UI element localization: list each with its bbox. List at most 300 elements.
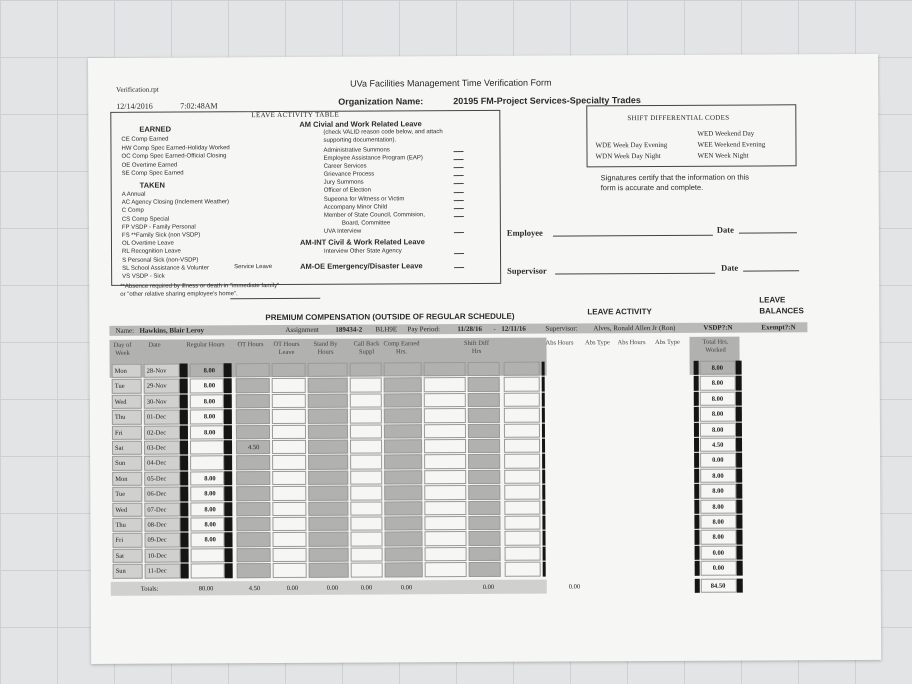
pay-period-separator: - xyxy=(493,324,496,333)
timesheet-cell[interactable] xyxy=(272,501,306,516)
timesheet-cell[interactable] xyxy=(273,548,307,563)
timesheet-cell[interactable] xyxy=(308,378,348,393)
am-reason: UVA Interview xyxy=(323,228,362,235)
timesheet-cell[interactable] xyxy=(468,500,500,515)
am-reason-checkline[interactable] xyxy=(454,232,464,233)
print-date: 12/14/2016 xyxy=(116,101,153,111)
taken-item: FP VSDP - Family Personal xyxy=(121,224,196,231)
am-heading: AM Civial and Work Related Leave xyxy=(299,119,422,129)
row-marker xyxy=(694,422,699,436)
row-marker xyxy=(694,407,699,421)
timesheet-column-header: Shift Diff Hrs xyxy=(463,339,490,355)
timesheet-cell[interactable] xyxy=(308,409,348,424)
day-of-week: Thu xyxy=(114,413,126,422)
total-hours-worked: 8.00 xyxy=(711,364,724,372)
day-of-week: Sat xyxy=(115,552,124,560)
row-marker xyxy=(180,440,188,454)
timesheet-cell[interactable] xyxy=(308,424,348,439)
row-marker xyxy=(224,409,232,423)
assignment-label: Assignment xyxy=(285,325,319,334)
timesheet-cell[interactable] xyxy=(424,516,466,531)
am-reason: Member of State Council, Commision, xyxy=(323,211,425,219)
timesheet-cell[interactable] xyxy=(469,547,501,562)
leave-balances-label xyxy=(759,294,804,316)
row-marker xyxy=(736,484,742,498)
total-call-back: 0.00 xyxy=(360,584,373,592)
shift-code: WED Weekend Day xyxy=(697,129,755,138)
row-marker xyxy=(694,392,699,406)
row-marker xyxy=(694,499,699,513)
row-marker xyxy=(736,376,742,390)
family-footnote xyxy=(120,282,279,299)
row-marker xyxy=(542,423,545,437)
timesheet-cell[interactable] xyxy=(468,470,500,485)
footnote-line: **Absence required by illness or death in "immediate family" xyxy=(120,283,280,290)
total-comp-earned: 0.00 xyxy=(400,583,413,591)
day-of-week: Tue xyxy=(114,383,125,391)
supervisor-date-line[interactable] xyxy=(743,270,799,271)
leave-balances-line: LEAVE xyxy=(759,295,786,305)
timesheet-cell[interactable] xyxy=(272,532,306,547)
am-reason: Grievance Process xyxy=(323,171,375,179)
day-of-week: Mon xyxy=(115,475,128,483)
row-marker xyxy=(542,377,545,391)
employee-info-bar xyxy=(109,322,807,336)
row-marker xyxy=(694,530,699,544)
taken-item: OL Overtime Leave xyxy=(121,240,174,248)
row-marker xyxy=(180,517,188,531)
timesheet-cell[interactable] xyxy=(236,532,270,547)
timesheet-cell[interactable] xyxy=(350,409,382,424)
pay-period-start: 11/28/16 xyxy=(457,324,482,334)
timesheet-cell[interactable] xyxy=(468,531,500,546)
row-marker xyxy=(737,561,743,575)
report-filename: Verification.rpt xyxy=(116,85,159,94)
amint-heading: AM-INT Civil & Work Related Leave xyxy=(299,237,425,247)
row-marker xyxy=(224,363,232,377)
am-reason-checkline[interactable] xyxy=(454,192,464,193)
timesheet-cell[interactable] xyxy=(384,424,422,439)
timesheet-cell[interactable] xyxy=(236,471,270,486)
timesheet-cell[interactable] xyxy=(384,501,422,516)
row-marker xyxy=(695,546,700,560)
regular-hours: 8.00 xyxy=(204,536,216,544)
total-hours-worked: 8.00 xyxy=(711,426,724,434)
row-marker xyxy=(694,453,699,467)
timesheet-cell[interactable] xyxy=(272,363,306,378)
work-date: 10-Dec xyxy=(147,552,167,560)
am-reason-checkline[interactable] xyxy=(454,216,464,217)
timesheet-cell[interactable] xyxy=(236,378,270,393)
timesheet-cell[interactable] xyxy=(272,440,306,455)
timesheet-cell[interactable] xyxy=(384,470,422,485)
total-hours-worked-sum: 84.50 xyxy=(710,582,726,590)
timesheet-column-header: Comp Earned Hrs. xyxy=(383,340,420,355)
footnote-underline xyxy=(230,298,320,299)
row-marker xyxy=(542,454,545,468)
employee-name: Hawkins, Blair Leroy xyxy=(139,326,204,335)
earned-item: OC Comp Spec Earned-Official Closing xyxy=(121,153,227,160)
timesheet-cell[interactable] xyxy=(308,363,348,378)
shift-code: WEN Week Night xyxy=(697,151,749,160)
service-leave-label: Service Leave xyxy=(234,264,273,271)
row-marker xyxy=(694,438,699,452)
timesheet-cell[interactable] xyxy=(384,532,422,547)
certify-statement xyxy=(601,173,750,194)
timesheet-cell[interactable] xyxy=(308,455,348,470)
timesheet-cell[interactable] xyxy=(385,562,423,577)
am-reason: Career Services xyxy=(323,163,367,170)
total-shift-diff: 0.00 xyxy=(482,583,495,591)
timesheet-cell[interactable] xyxy=(350,378,382,393)
am-reason-checkline[interactable] xyxy=(453,151,463,152)
timesheet-cell[interactable] xyxy=(384,439,422,454)
timesheet-cell[interactable] xyxy=(384,485,422,500)
pay-period-end: 12/11/16 xyxy=(501,324,526,333)
am-note-line: supporting documentation). xyxy=(323,136,397,144)
row-marker xyxy=(542,439,545,453)
timesheet-cell[interactable] xyxy=(504,485,540,500)
timesheet-cell[interactable] xyxy=(309,547,349,562)
taken-item: CS Comp Special xyxy=(121,216,170,223)
timesheet-cell[interactable] xyxy=(424,362,466,377)
timesheet-cell[interactable] xyxy=(236,394,270,409)
timesheet-column-header: Abs Hours xyxy=(545,339,574,347)
supervisor-label: Supervisor: xyxy=(545,324,578,333)
timesheet-cell[interactable] xyxy=(236,409,270,424)
amint-item: Interview Other State Agency xyxy=(324,248,402,255)
timesheet-cell[interactable] xyxy=(350,470,382,485)
timesheet-cell[interactable] xyxy=(236,486,270,501)
timesheet-cell[interactable] xyxy=(384,393,422,408)
total-hours-worked: 8.00 xyxy=(712,472,724,480)
regular-hours: 8.00 xyxy=(204,521,216,529)
ot-hours: 4.50 xyxy=(248,444,260,452)
row-marker xyxy=(737,578,743,592)
employee-signature-line[interactable] xyxy=(553,235,713,237)
timesheet-cell[interactable] xyxy=(308,517,348,532)
timesheet-cell[interactable] xyxy=(350,455,382,470)
timesheet-cell[interactable] xyxy=(236,425,270,440)
regular-hours: 8.00 xyxy=(204,490,216,498)
am-reason-checkline[interactable] xyxy=(454,253,464,254)
row-marker xyxy=(736,530,742,544)
timesheet-cell[interactable] xyxy=(351,563,383,578)
total-hours-worked: 0.00 xyxy=(712,457,724,465)
timesheet-cell[interactable] xyxy=(350,501,382,516)
day-of-week: Sun xyxy=(115,567,126,576)
timesheet-cell[interactable] xyxy=(424,485,466,500)
timesheet-cell[interactable] xyxy=(191,548,225,563)
timesheet-cell[interactable] xyxy=(190,456,224,471)
row-marker xyxy=(224,394,232,408)
row-marker xyxy=(180,456,188,470)
shift-differential-codes xyxy=(586,104,796,167)
timesheet-cell[interactable] xyxy=(504,392,540,407)
timesheet-cell[interactable] xyxy=(504,531,540,546)
total-hours-worked: 8.00 xyxy=(711,395,724,403)
name-label: Name: xyxy=(115,326,135,335)
timesheet-column-header: Abs Type xyxy=(585,339,610,347)
timesheet-cell[interactable] xyxy=(504,362,540,377)
timesheet-cell[interactable] xyxy=(308,486,348,501)
work-date: 11-Dec xyxy=(147,567,167,575)
taken-item: A Annual xyxy=(121,191,146,198)
timesheet-cell[interactable] xyxy=(424,501,466,516)
timesheet-cell[interactable] xyxy=(350,424,382,439)
shift-code: WDN Week Day Night xyxy=(595,152,661,161)
earned-item: HW Comp Spec Earned-Holiday Worked xyxy=(121,144,230,152)
org-label: Organization Name: xyxy=(338,96,424,107)
timesheet-cell[interactable] xyxy=(468,454,500,469)
timesheet-cell[interactable] xyxy=(469,562,501,577)
timesheet-cell[interactable] xyxy=(424,454,466,469)
am-reason-checkline[interactable] xyxy=(454,200,464,201)
row-marker xyxy=(542,531,545,545)
timesheet-cell[interactable] xyxy=(505,562,541,577)
form-title: UVa Facilities Management Time Verification Form xyxy=(350,77,552,89)
row-marker xyxy=(224,486,232,500)
am-reason-checkline[interactable] xyxy=(454,267,464,268)
am-reason: Accompany Minor Child xyxy=(323,204,388,211)
row-marker xyxy=(736,499,742,513)
day-of-week: Fri xyxy=(114,429,123,437)
leave-balances-line: BALANCES xyxy=(759,306,804,316)
timesheet-cell[interactable] xyxy=(468,408,500,423)
timesheet-cell[interactable] xyxy=(350,532,382,547)
employee-date-label: Date xyxy=(716,224,734,235)
total-hours-worked: 8.00 xyxy=(711,410,724,418)
timesheet-cell[interactable] xyxy=(272,517,306,532)
row-marker xyxy=(224,471,232,485)
amoe-heading: AM-OE Emergency/Disaster Leave xyxy=(300,261,423,271)
work-date: 08-Dec xyxy=(147,521,167,529)
shift-code: WEE Weekend Evening xyxy=(697,140,766,149)
timesheet-cell[interactable] xyxy=(350,439,382,454)
am-reason: Supeona for Witness or Victim xyxy=(323,195,405,203)
shift-code: WDE Week Day Evening xyxy=(595,140,668,150)
timesheet-cell[interactable] xyxy=(504,469,540,484)
timesheet-cell[interactable] xyxy=(384,362,422,377)
timesheet-cell[interactable] xyxy=(236,502,270,517)
timesheet-cell[interactable] xyxy=(468,423,500,438)
timesheet-cell[interactable] xyxy=(424,424,466,439)
row-marker xyxy=(224,425,232,439)
timesheet-cell[interactable] xyxy=(308,470,348,485)
total-regular: 80.00 xyxy=(198,584,214,593)
taken-item: RL Recognition Leave xyxy=(122,248,181,256)
employee-date-line[interactable] xyxy=(739,232,797,233)
row-marker xyxy=(180,487,188,501)
footnote-line: or "other relative sharing employee's home". xyxy=(120,291,238,298)
am-reason-list xyxy=(323,146,425,236)
row-marker xyxy=(180,394,188,408)
regular-hours: 8.00 xyxy=(203,398,216,406)
regular-hours: 8.00 xyxy=(203,428,216,436)
row-marker xyxy=(736,515,742,529)
taken-heading: TAKEN xyxy=(139,180,165,190)
timesheet-cell[interactable] xyxy=(308,440,348,455)
regular-hours: 8.00 xyxy=(204,475,216,483)
row-marker xyxy=(180,533,188,547)
certify-line: Signatures certify that the information on this xyxy=(600,172,750,183)
am-reason-checkline[interactable] xyxy=(454,167,464,168)
row-marker xyxy=(224,440,232,454)
am-reason-checkline[interactable] xyxy=(454,159,464,160)
timesheet-column-header: Total Hrs. Worked xyxy=(702,338,729,354)
timesheet-cell[interactable] xyxy=(504,377,540,392)
timesheet-cell[interactable] xyxy=(308,532,348,547)
row-marker xyxy=(736,453,742,467)
timesheet-cell[interactable] xyxy=(424,531,466,546)
row-marker xyxy=(694,361,699,375)
total-hours-worked: 0.00 xyxy=(712,549,724,557)
timesheet-cell[interactable] xyxy=(308,501,348,516)
am-reason: Officer of Election xyxy=(323,187,371,195)
timesheet-cell[interactable] xyxy=(350,516,382,531)
day-of-week: Fri xyxy=(115,537,124,545)
timesheet-cell[interactable] xyxy=(424,439,466,454)
row-marker xyxy=(736,422,742,436)
timesheet-cell[interactable] xyxy=(384,516,422,531)
earned-list xyxy=(121,135,229,178)
timesheet-cell[interactable] xyxy=(504,408,540,423)
work-date: 05-Dec xyxy=(147,475,167,483)
row-marker xyxy=(736,438,742,452)
earned-item: SE Comp Spec Earned xyxy=(121,170,184,177)
timesheet-cell[interactable] xyxy=(468,485,500,500)
assignment-number: 189434-2 xyxy=(335,325,363,334)
am-reason-checkline[interactable] xyxy=(454,183,464,184)
employee-signature-label: Employee xyxy=(506,227,543,238)
earned-item: OE Overtime Earned xyxy=(121,162,178,169)
taken-item: VS VSDP - Sick xyxy=(122,273,165,280)
day-of-week: Thu xyxy=(115,521,126,529)
timesheet-cell[interactable] xyxy=(272,424,306,439)
timesheet-column-header: Date xyxy=(148,341,161,349)
timesheet-cell[interactable] xyxy=(309,563,349,578)
taken-item: FS **Family Sick (non VSDP) xyxy=(121,232,201,239)
work-date: 30-Nov xyxy=(146,398,167,406)
timesheet-cell[interactable] xyxy=(384,455,422,470)
timesheet-cell[interactable] xyxy=(351,547,383,562)
total-hours-worked: 8.00 xyxy=(712,534,724,542)
total-ot-leave: 0.00 xyxy=(286,584,299,592)
timesheet-cell[interactable] xyxy=(272,486,306,501)
exempt-flag: Exempt?:N xyxy=(761,323,796,332)
row-marker xyxy=(542,485,545,499)
timesheet-cell[interactable] xyxy=(505,546,541,561)
row-marker xyxy=(180,363,188,377)
timesheet-cell[interactable] xyxy=(350,393,382,408)
timesheet-cell[interactable] xyxy=(385,547,423,562)
timesheet-column-header: Abs Hours xyxy=(617,339,646,347)
am-reason-checkline[interactable] xyxy=(454,208,464,209)
timesheet-cell[interactable] xyxy=(504,500,540,515)
timesheet-cell[interactable] xyxy=(468,439,500,454)
timesheet-cell[interactable] xyxy=(350,362,382,377)
row-marker xyxy=(736,391,742,405)
timesheet-cell[interactable] xyxy=(424,408,466,423)
timesheet-cell[interactable] xyxy=(425,547,467,562)
am-note xyxy=(323,129,442,145)
timesheet-cell[interactable] xyxy=(468,393,500,408)
total-hours-worked: 8.00 xyxy=(711,380,724,388)
timesheet-cell[interactable] xyxy=(236,517,270,532)
timesheet-cell[interactable] xyxy=(504,423,540,438)
timesheet-cell[interactable] xyxy=(384,408,422,423)
timesheet-cell[interactable] xyxy=(424,470,466,485)
certify-line: form is accurate and complete. xyxy=(600,182,704,193)
row-marker xyxy=(695,578,700,592)
timesheet-cell[interactable] xyxy=(384,378,422,393)
supervisor-signature-line[interactable] xyxy=(555,273,715,275)
timesheet-column-header: Call Back Suppl xyxy=(353,340,380,356)
timesheet-column-header: OT Hours Leave xyxy=(273,340,300,356)
timesheet-cell[interactable] xyxy=(468,516,500,531)
row-marker xyxy=(695,561,700,575)
timesheet-cell[interactable] xyxy=(425,562,467,577)
employee-code: BLH9E xyxy=(375,325,398,334)
timesheet-cell[interactable] xyxy=(236,455,270,470)
row-marker xyxy=(224,517,232,531)
total-ot: 4.50 xyxy=(248,584,261,592)
total-hours-worked: 0.00 xyxy=(712,564,725,572)
timesheet-cell[interactable] xyxy=(468,362,500,377)
timesheet-cell[interactable] xyxy=(504,454,540,469)
timesheet-cell[interactable] xyxy=(424,393,466,408)
regular-hours: 8.00 xyxy=(204,505,216,513)
work-date: 29-Nov xyxy=(146,382,167,391)
timesheet-cell[interactable] xyxy=(504,516,540,531)
row-marker xyxy=(542,392,545,406)
am-reason: Employee Assistance Program (EAP) xyxy=(323,155,423,162)
timesheet-cell[interactable] xyxy=(308,393,348,408)
pay-period-label: Pay Period: xyxy=(407,325,440,334)
timesheet-cell[interactable] xyxy=(504,439,540,454)
timesheet-cell[interactable] xyxy=(424,377,466,392)
row-marker xyxy=(543,562,546,576)
work-date: 01-Dec xyxy=(146,413,167,421)
timesheet-cell[interactable] xyxy=(237,548,271,563)
row-marker xyxy=(180,471,188,485)
vsdp-flag: VSDP?:N xyxy=(703,323,733,332)
timesheet-cell[interactable] xyxy=(272,471,306,486)
timesheet-cell[interactable] xyxy=(237,563,271,578)
timesheet-cell[interactable] xyxy=(273,563,307,578)
am-note-line: (check VALID reason code below, and attach xyxy=(323,129,443,136)
leave-activity-label: LEAVE ACTIVITY xyxy=(587,307,652,317)
timesheet-cell[interactable] xyxy=(236,363,270,378)
am-reason-checkline[interactable] xyxy=(454,175,464,176)
work-date: 03-Dec xyxy=(147,444,167,452)
timesheet-cell[interactable] xyxy=(191,563,225,578)
total-hours-worked: 8.00 xyxy=(712,487,724,495)
row-marker xyxy=(542,469,545,483)
row-marker xyxy=(180,502,188,516)
timesheet-cell[interactable] xyxy=(272,409,306,424)
timesheet-cell[interactable] xyxy=(272,394,306,409)
timesheet-cell[interactable] xyxy=(190,440,224,455)
timesheet-cell[interactable] xyxy=(468,377,500,392)
timesheet-cell[interactable] xyxy=(272,378,306,393)
timesheet-cell[interactable] xyxy=(272,455,306,470)
row-marker xyxy=(736,468,742,482)
supervisor-name: Alves, Ronald Allen Jr (Ron) xyxy=(593,323,676,333)
timesheet-cell[interactable] xyxy=(350,486,382,501)
row-marker xyxy=(543,546,546,560)
regular-hours: 8.00 xyxy=(203,413,216,421)
